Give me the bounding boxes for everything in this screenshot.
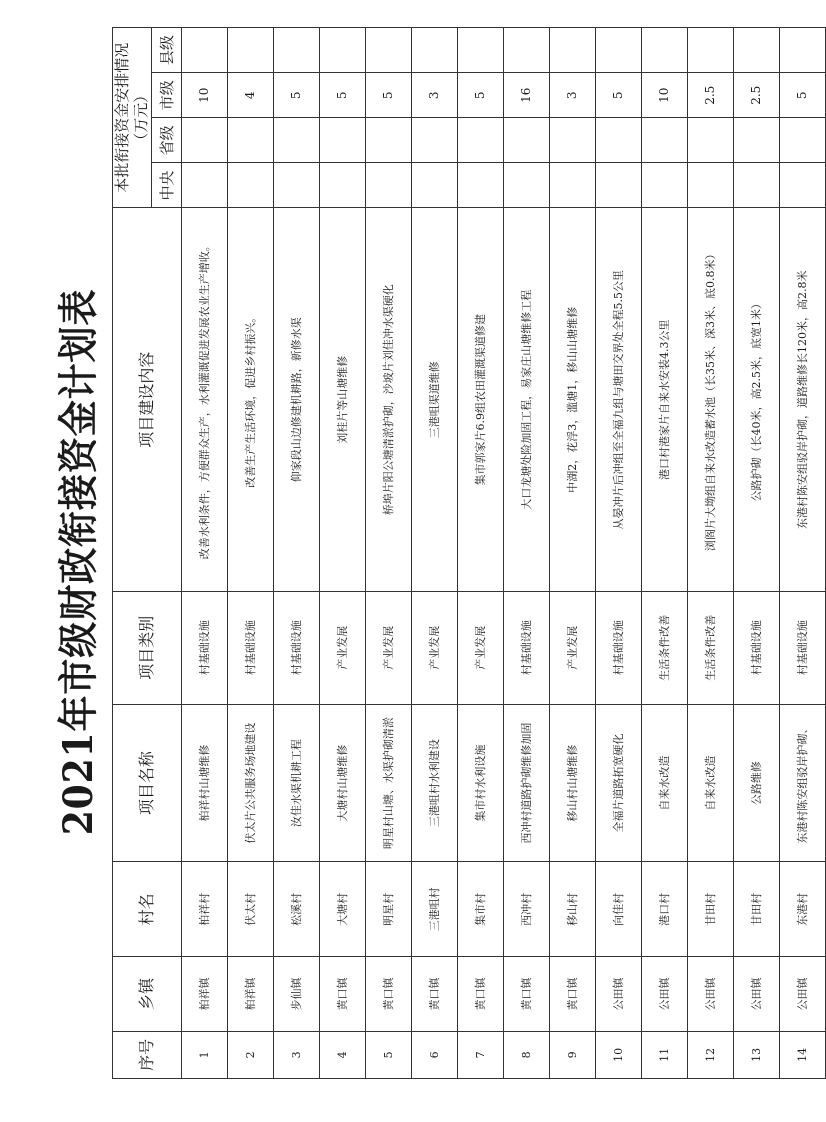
cell-city: 5 [596,73,642,118]
cell-city: 2.5 [688,73,734,118]
col-header-content: 项目建设内容 [113,208,182,591]
col-header-funds: 本批衔接资金安排情况（万元） [113,28,152,208]
cell-central [504,163,550,208]
cell-category: 生活条件改善 [688,591,734,704]
cell-central [412,163,458,208]
cell-province [182,118,228,163]
cell-project-name: 大塘村山塘维修 [320,704,366,862]
cell-city: 10 [642,73,688,118]
cell-county [504,28,550,73]
cell-category: 产业发展 [320,591,366,704]
cell-county [734,28,780,73]
cell-category: 村基础设施 [228,591,274,704]
cell-province [458,118,504,163]
cell-province [596,118,642,163]
cell-province [228,118,274,163]
cell-content: 仰家段山边修建机耕路，新修水渠 [274,208,320,591]
cell-city: 10 [182,73,228,118]
cell-village: 西冲村 [504,862,550,957]
cell-content: 从晏冲片后冲组至全福九组与塘田交界处全程5.5公里 [596,208,642,591]
cell-province [734,118,780,163]
cell-central [550,163,596,208]
cell-project-name: 伏太片公共服务场地建设 [228,704,274,862]
cell-province [780,118,826,163]
cell-seq: 13 [734,1031,780,1078]
table-row [642,28,688,1079]
cell-central [366,163,412,208]
cell-county [458,28,504,73]
cell-province [366,118,412,163]
cell-province [504,118,550,163]
cell-seq: 12 [688,1031,734,1078]
cell-seq: 10 [596,1031,642,1078]
cell-county [412,28,458,73]
cell-category: 产业发展 [412,591,458,704]
cell-village: 东港村 [780,862,826,957]
cell-content: 三港咀渠道维修 [412,208,458,591]
cell-project-name: 三港咀村水利建设 [412,704,458,862]
cell-content: 浏阁片大坳组自来水改造蓄水池（长35米、深3米、底0.8米） [688,208,734,591]
cell-seq: 5 [366,1031,412,1078]
table-row [412,28,458,1079]
col-header-town: 乡镇 [113,957,182,1031]
cell-province [412,118,458,163]
cell-town: 黄口镇 [550,957,596,1031]
cell-village: 移山村 [550,862,596,957]
cell-project-name: 移山村山塘维修 [550,704,596,862]
cell-county [596,28,642,73]
cell-town: 黄口镇 [412,957,458,1031]
cell-category: 村基础设施 [596,591,642,704]
col-header-county: 县级 [152,28,182,73]
cell-county [274,28,320,73]
cell-province [642,118,688,163]
cell-town: 公田镇 [596,957,642,1031]
header-row [113,28,152,1079]
cell-county [688,28,734,73]
cell-project-name: 自来水改造 [688,704,734,862]
col-header-village: 村名 [113,862,182,957]
cell-central [320,163,366,208]
cell-seq: 8 [504,1031,550,1078]
table-row [550,28,596,1079]
table-row [504,28,550,1079]
cell-category: 村基础设施 [504,591,550,704]
cell-town: 公田镇 [780,957,826,1031]
cell-city: 5 [458,73,504,118]
table-row [228,28,274,1079]
cell-province [688,118,734,163]
cell-content: 大口龙塘处险加固工程，易家庄山塘维修工程 [504,208,550,591]
cell-central [642,163,688,208]
cell-county [780,28,826,73]
cell-village: 甘田村 [688,862,734,957]
cell-village: 甘田村 [734,862,780,957]
cell-content: 中湖2，花浮3，滥塘1，移山山塘维修 [550,208,596,591]
cell-province [320,118,366,163]
cell-content: 公路护砌（长40米，高2.5米，底宽1米） [734,208,780,591]
cell-content: 桥埠片阳公塘清淤护砌，沙坡片刘佳冲水渠硬化 [366,208,412,591]
cell-central [274,163,320,208]
cell-city: 5 [274,73,320,118]
cell-city: 4 [228,73,274,118]
cell-town: 黄口镇 [320,957,366,1031]
cell-central [780,163,826,208]
cell-project-name: 柏祥村山塘维修 [182,704,228,862]
col-header-central: 中央 [152,163,182,208]
cell-category: 村基础设施 [780,591,826,704]
cell-project-name: 自来水改造 [642,704,688,862]
table-row [688,28,734,1079]
cell-village: 三港咀村 [412,862,458,957]
table-row [734,28,780,1079]
cell-seq: 2 [228,1031,274,1078]
cell-village: 港口村 [642,862,688,957]
cell-content: 集市郭家片6.9组农田灌溉渠道修建 [458,208,504,591]
cell-village: 明星村 [366,862,412,957]
col-header-project-name: 项目名称 [113,704,182,862]
cell-seq: 6 [412,1031,458,1078]
cell-village: 松溪村 [274,862,320,957]
cell-county [228,28,274,73]
cell-city: 5 [366,73,412,118]
cell-city: 5 [320,73,366,118]
cell-seq: 4 [320,1031,366,1078]
cell-content: 改善生产生活环境，促进乡村振兴。 [228,208,274,591]
cell-project-name: 汝佳水渠机耕工程 [274,704,320,862]
col-header-province: 省级 [152,118,182,163]
cell-seq: 9 [550,1031,596,1078]
cell-category: 村基础设施 [182,591,228,704]
cell-town: 公田镇 [734,957,780,1031]
cell-town: 黄口镇 [366,957,412,1031]
cell-central [596,163,642,208]
table-row [458,28,504,1079]
cell-town: 公田镇 [642,957,688,1031]
cell-province [550,118,596,163]
cell-project-name: 明星村山塘、水渠护砌清淤 [366,704,412,862]
cell-town: 黄口镇 [504,957,550,1031]
table-row [596,28,642,1079]
cell-central [458,163,504,208]
cell-village: 大塘村 [320,862,366,957]
cell-category: 生活条件改善 [642,591,688,704]
cell-central [688,163,734,208]
cell-village: 向佳村 [596,862,642,957]
cell-county [550,28,596,73]
cell-county [320,28,366,73]
table-row [366,28,412,1079]
cell-province [274,118,320,163]
cell-town: 步仙镇 [274,957,320,1031]
funding-plan-table [112,27,826,1079]
cell-village: 集市村 [458,862,504,957]
col-header-seq: 序号 [113,1031,182,1078]
cell-category: 产业发展 [366,591,412,704]
cell-city: 3 [550,73,596,118]
cell-central [734,163,780,208]
cell-town: 柏祥镇 [182,957,228,1031]
cell-town: 公田镇 [688,957,734,1031]
cell-project-name: 集市村水利设施 [458,704,504,862]
cell-seq: 14 [780,1031,826,1078]
document-title: 2021年市级财政衔接资金计划表 [55,288,102,836]
cell-seq: 1 [182,1031,228,1078]
cell-city: 3 [412,73,458,118]
cell-project-name: 公路维修 [734,704,780,862]
table-row [780,28,826,1079]
cell-county [642,28,688,73]
cell-category: 村基础设施 [274,591,320,704]
cell-town: 柏祥镇 [228,957,274,1031]
cell-project-name: 全福片道路拓宽硬化 [596,704,642,862]
cell-village: 柏祥村 [182,862,228,957]
cell-central [228,163,274,208]
cell-category: 产业发展 [458,591,504,704]
col-header-category: 项目类别 [113,591,182,704]
cell-seq: 11 [642,1031,688,1078]
cell-seq: 3 [274,1031,320,1078]
table-row [320,28,366,1079]
cell-city: 16 [504,73,550,118]
table-body [182,28,826,1079]
cell-category: 产业发展 [550,591,596,704]
cell-county [182,28,228,73]
col-header-city: 市级 [152,73,182,118]
cell-content: 刘桂片等山塘维修 [320,208,366,591]
cell-central [182,163,228,208]
cell-county [366,28,412,73]
cell-content: 改善水利条件，方便群众生产，水利灌溉促进发展农业生产增收。 [182,208,228,591]
cell-city: 5 [780,73,826,118]
cell-village: 伏太村 [228,862,274,957]
cell-content: 东港村陈安组驳岸护砌，道路维修长120米，高2.8米 [780,208,826,591]
cell-project-name: 西冲村道路护砌维修加固 [504,704,550,862]
cell-town: 黄口镇 [458,957,504,1031]
cell-category: 村基础设施 [734,591,780,704]
table-row [182,28,228,1079]
cell-seq: 7 [458,1031,504,1078]
cell-city: 2.5 [734,73,780,118]
cell-project-name: 东港村陈安组驳岸护砌、 [780,704,826,862]
table-row [274,28,320,1079]
cell-content: 港口村港家片自来水安装4.3公里 [642,208,688,591]
